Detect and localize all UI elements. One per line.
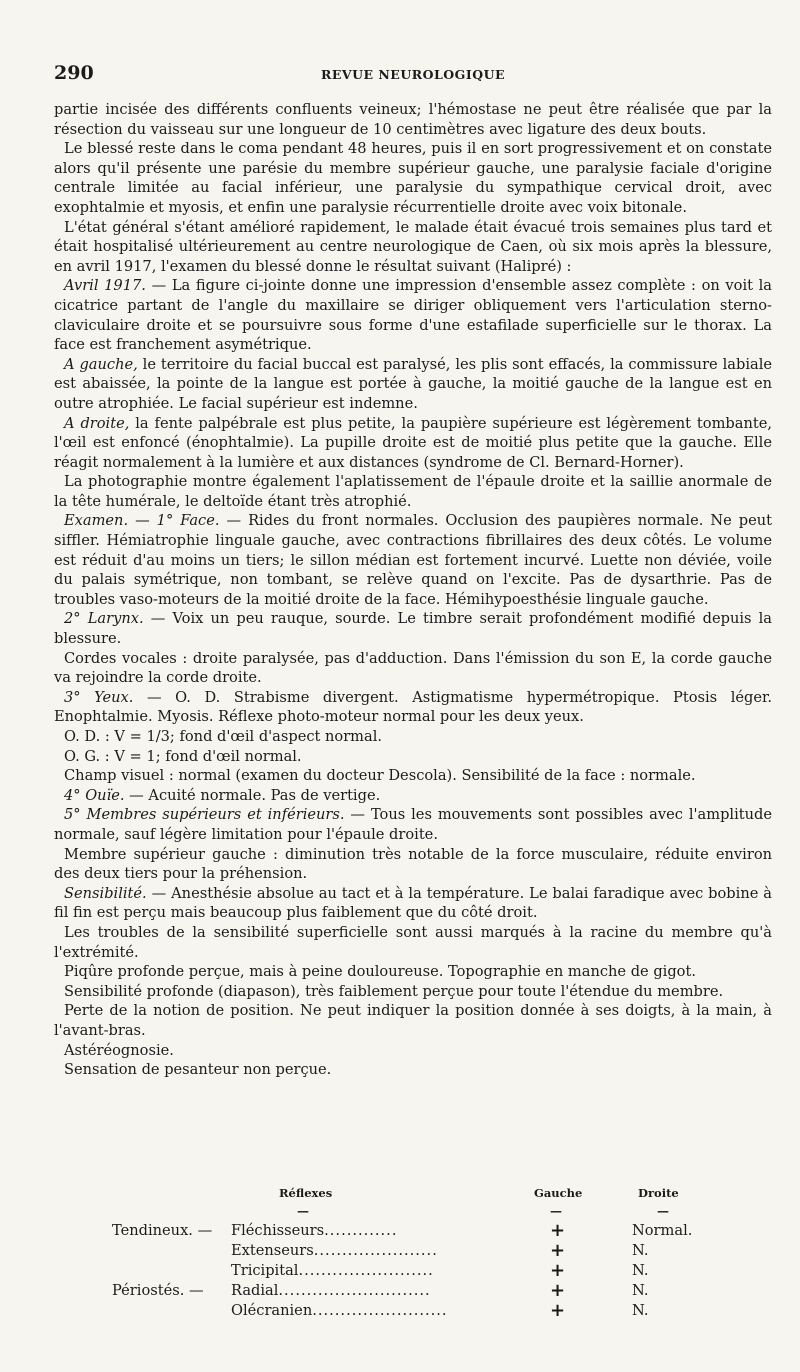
leader-dots: ........................ bbox=[298, 1262, 434, 1279]
droite-value: N. bbox=[632, 1302, 649, 1319]
paragraph: O. D. : V = 1/3; fond d'œil d'aspect normal. bbox=[64, 728, 383, 745]
paragraph: Sensibilité profonde (diapason), très faiblement perçue pour toute l'étendue du membre. bbox=[64, 982, 724, 1000]
paragraph-text: — Anesthésie absolue au tact et à la température. Le balai faradique avec bobine à fil fin est perçu mais beaucoup plus faiblement que du côté droit. bbox=[54, 884, 772, 922]
paragraph-text: — Rides du front normales. Occlusion des paupières normale. Ne peut siffler. Hémiatrophie linguale gauche, avec contractions fibrillaires des deux côtés. Le volume est réduit d'au moins un tiers; le sillon médian est fortement incurvé. Luette non déviée, voile du palais symétrique, non tombant, se relève quand on l'excite. Pas de dysarthrie. Pas de troubles vaso-moteurs de la moitié droite de la face. Hémihypoesthésie linguale gauche. bbox=[54, 512, 772, 608]
paragraph bbox=[54, 511, 772, 609]
paragraph bbox=[54, 786, 772, 806]
paragraph: O. G. : V = 1; fond d'œil normal. bbox=[64, 747, 302, 765]
header-gauche: Gauche bbox=[534, 1186, 583, 1200]
paragraph-text: — Tous les mouvements sont possibles avec l'amplitude normale, sauf légère limitation pour l'épaule droite. bbox=[54, 806, 772, 843]
paragraph bbox=[54, 688, 772, 727]
paragraph: partie incisée des différents confluents veineux; l'hémostase ne peut être réalisée que par la résection du vaisseau sur une longueur de 10 centimètres avec ligature des deux bouts. bbox=[54, 101, 772, 138]
header-reflexes: Réflexes bbox=[279, 1186, 333, 1200]
reflex-group: Tendineux. — bbox=[112, 1222, 213, 1239]
paragraph-text: — O. D. Strabisme divergent. Astigmatisme hypermétropique. Ptosis léger. Enophtalmie. Myosis. Réflexe photo-moteur normal pour les deux yeux. bbox=[54, 688, 772, 726]
paragraph: Cordes vocales : droite paralysée, pas d'adduction. Dans l'émission du son E, la corde gauche va rejoindre la corde droite. bbox=[54, 649, 772, 687]
leader-dots: ........................ bbox=[312, 1302, 448, 1319]
paragraph: Le blessé reste dans le coma pendant 48 heures, puis il en sort progressivement et on constate alors qu'il présente une parésie du membre supérieur gauche, une paralysie faciale d'origine centrale limitée au facial inférieur, une paralysie du sympathique cervical droit, avec exophtalmie et myosis, et enfin une paralysie récurrentielle droite avec voix bitonale. bbox=[54, 140, 772, 216]
paragraph-lead: 2° Larynx. bbox=[64, 610, 144, 628]
reflex-label bbox=[231, 1302, 561, 1319]
article-body bbox=[54, 100, 772, 1080]
gauche-value: + bbox=[550, 1280, 566, 1301]
table-row bbox=[54, 1282, 772, 1302]
table-row bbox=[54, 1262, 772, 1282]
paragraph-text: — Acuité normale. Pas de vertige. bbox=[124, 786, 381, 804]
reflex-name: Olécranien bbox=[231, 1302, 313, 1319]
gauche-value: + bbox=[550, 1220, 566, 1241]
paragraph-lead: Sensibilité. bbox=[64, 884, 147, 902]
droite-value: N. bbox=[632, 1262, 649, 1279]
journal-title: REVUE NEUROLOGIQUE bbox=[320, 67, 506, 82]
paragraph-text: la fente palpébrale est plus petite, la paupière supérieure est légèrement tombante, l'œil est enfoncé (énophtalmie). La pupille droite est de moitié plus petite que la gauche. Elle réagit normalement à la lumière et aux distances (syndrome de Cl. Bernard-Horner). bbox=[54, 414, 772, 471]
paragraph-lead: Examen. — 1° Face. bbox=[64, 512, 220, 530]
leader-dots: ...................... bbox=[313, 1242, 438, 1259]
reflex-label bbox=[231, 1282, 561, 1299]
droite-value: Normal. bbox=[632, 1222, 693, 1239]
header-droite: Droite bbox=[638, 1186, 679, 1200]
leader-dots: ........................... bbox=[278, 1282, 431, 1299]
reflex-label bbox=[231, 1242, 561, 1259]
paragraph bbox=[54, 414, 772, 473]
paragraph: Champ visuel : normal (examen du docteur Descola). Sensibilité de la face : normale. bbox=[64, 767, 696, 785]
table-row bbox=[54, 1242, 772, 1262]
reflex-group: Périostés. — bbox=[112, 1282, 204, 1299]
page-number: 290 bbox=[54, 62, 94, 84]
droite-value: N. bbox=[632, 1282, 649, 1299]
paragraph: Astéréognosie. bbox=[64, 1041, 174, 1059]
paragraph-lead: 5° Membres supérieurs et inférieurs. bbox=[64, 806, 345, 824]
droite-value: N. bbox=[632, 1242, 649, 1259]
paragraph bbox=[54, 884, 772, 923]
paragraph-lead: 4° Ouïe. bbox=[64, 786, 125, 804]
paragraph-lead: A droite, bbox=[64, 414, 130, 432]
reflex-name: Extenseurs bbox=[231, 1242, 314, 1259]
paragraph-lead: Avril 1917. bbox=[64, 277, 146, 295]
paragraph: L'état général s'étant amélioré rapidement, le malade était évacué trois semaines plus tard et était hospitalisé ultérieurement au centre neurologique de Caen, où six mois après la blessure, en avril 1917, l'examen du blessé donne le résultat suivant (Halipré) : bbox=[54, 218, 772, 275]
reflex-label bbox=[231, 1262, 561, 1279]
reflex-name: Fléchisseurs bbox=[231, 1222, 325, 1239]
page-header bbox=[54, 62, 772, 86]
paragraph bbox=[54, 609, 772, 648]
paragraph: La photographie montre également l'aplatissement de l'épaule droite et la saillie anormale de la tête humérale, le deltoïde étant très atrophié. bbox=[54, 473, 772, 510]
paragraph: Piqûre profonde perçue, mais à peine douloureuse. Topographie en manche de gigot. bbox=[64, 963, 696, 981]
header-dash: — bbox=[297, 1204, 309, 1218]
gauche-value: + bbox=[550, 1300, 566, 1321]
paragraph-text: — Voix un peu rauque, sourde. Le timbre serait profondément modifié depuis la blessure. bbox=[54, 610, 772, 648]
paragraph bbox=[54, 276, 772, 354]
paragraph-text: — La figure ci-jointe donne une impression d'ensemble assez complète : on voit la cicatrice partant de l'angle du maxillaire se diriger obliquement vers l'articulation sterno-claviculaire droite et se poursuivre sous forme d'une estafilade superficielle sur le thorax. La face est franchement asymétrique. bbox=[54, 277, 772, 354]
paragraph bbox=[54, 805, 772, 844]
paragraph: Les troubles de la sensibilité superficielle sont aussi marqués à la racine du membre qu'à l'extrémité. bbox=[54, 923, 772, 961]
paragraph-text: le territoire du facial buccal est paralysé, les plis sont effacés, la commissure labiale est abaissée, la pointe de la langue est portée à gauche, la moitié gauche de la langue est en outre atrophiée. Le facial supérieur est indemne. bbox=[54, 355, 772, 412]
paragraph-lead: 3° Yeux. bbox=[64, 688, 134, 706]
reflex-name: Tricipital bbox=[231, 1262, 299, 1279]
paragraph: Sensation de pesanteur non perçue. bbox=[64, 1061, 332, 1079]
gauche-value: + bbox=[550, 1260, 566, 1281]
leader-dots: ............. bbox=[324, 1222, 398, 1239]
table-row bbox=[54, 1302, 772, 1322]
paragraph-lead: A gauche, bbox=[64, 355, 138, 373]
table-row bbox=[54, 1222, 772, 1242]
gauche-value: + bbox=[550, 1240, 566, 1261]
reflex-name: Radial bbox=[231, 1282, 279, 1299]
header-dash: — bbox=[550, 1204, 562, 1218]
header-dash: — bbox=[657, 1204, 669, 1218]
paragraph: Membre supérieur gauche : diminution très notable de la force musculaire, réduite environ des deux tiers pour la préhension. bbox=[54, 845, 772, 883]
reflex-label bbox=[231, 1222, 561, 1239]
paragraph: Perte de la notion de position. Ne peut indiquer la position donnée à ses doigts, à la main, à l'avant-bras. bbox=[54, 1002, 772, 1039]
paragraph bbox=[54, 355, 772, 414]
